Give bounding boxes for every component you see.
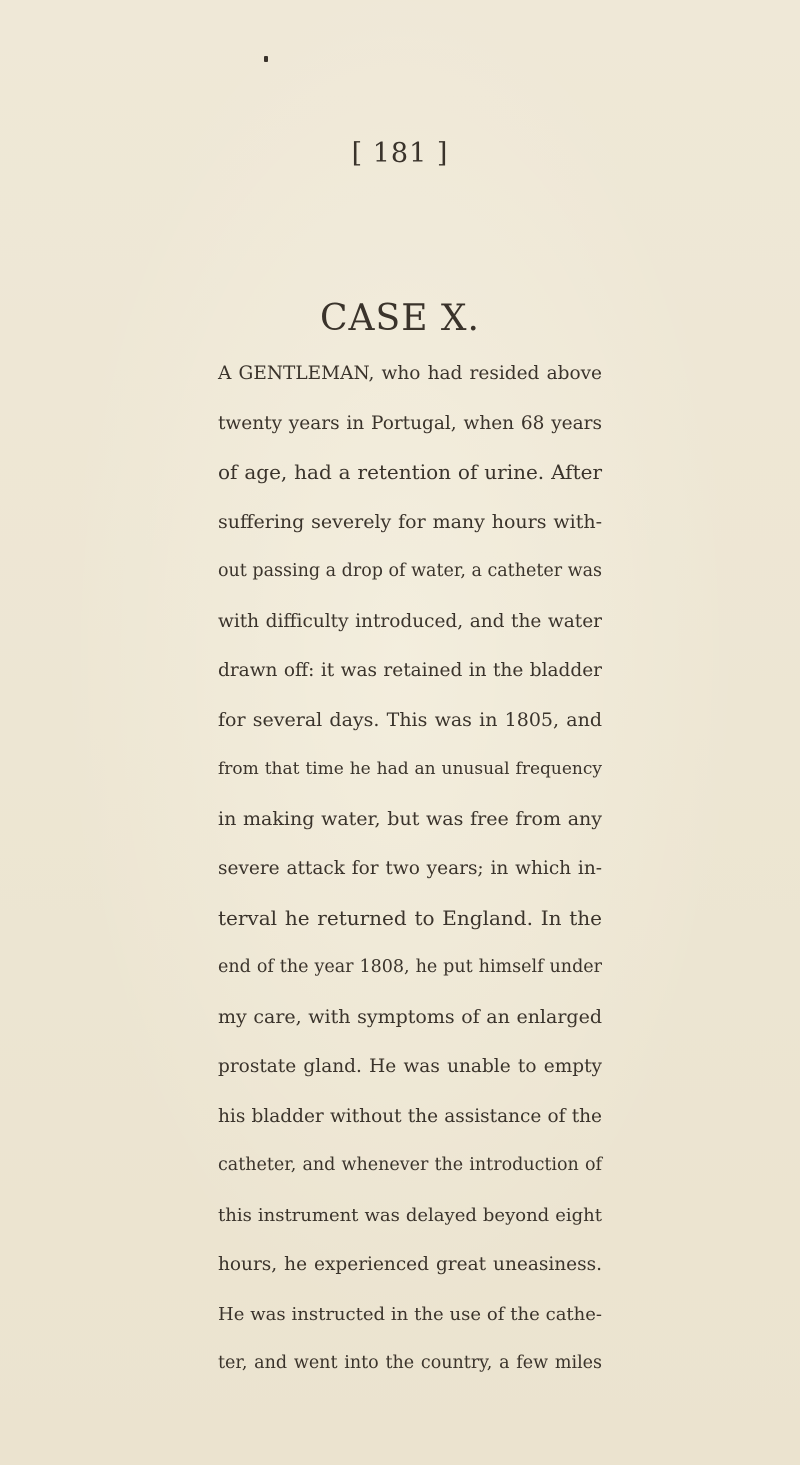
text-line: suffering severely for many hours with- — [218, 510, 602, 533]
text-line: in making water, but was free from any — [218, 807, 602, 830]
text-line: for several days. This was in 1805, and — [218, 708, 602, 731]
body-text — [218, 349, 602, 1389]
text-line: out passing a drop of water, a catheter was — [218, 561, 603, 581]
text-line: He was instructed in the use of the cathe- — [218, 1303, 602, 1325]
text-line: his bladder without the assistance of the — [218, 1105, 602, 1127]
page-number: [ 181 ] — [351, 138, 449, 169]
text-line: with difficulty introduced, and the water — [218, 610, 602, 632]
text-line: my care, with symptoms of an enlarged — [218, 1005, 602, 1028]
text-line: this instrument was delayed beyond eight — [218, 1204, 602, 1226]
text-line: ter, and went into the country, a few miles — [218, 1353, 602, 1373]
text-line: hours, he experienced great uneasiness. — [218, 1254, 602, 1275]
case-title: CASE X. — [320, 298, 480, 339]
text-line: terval he returned to England. In the — [218, 905, 602, 930]
text-line: drawn off: it was retained in the bladder — [218, 660, 602, 681]
text-line: end of the year 1808, he put himself under — [218, 957, 602, 977]
text-line: prostate gland. He was unable to empty — [218, 1056, 602, 1077]
ink-speck — [264, 56, 268, 62]
text-line: catheter, and whenever the introduction of — [218, 1155, 602, 1175]
text-line: A GENTLEMAN, who had resided above — [218, 363, 602, 384]
text-line: twenty years in Portugal, when 68 years — [218, 412, 602, 434]
text-line: severe attack for two years; in which in- — [218, 858, 602, 879]
text-line: of age, had a retention of urine. After — [218, 460, 602, 484]
text-line: from that time he had an unusual frequency — [218, 759, 602, 779]
